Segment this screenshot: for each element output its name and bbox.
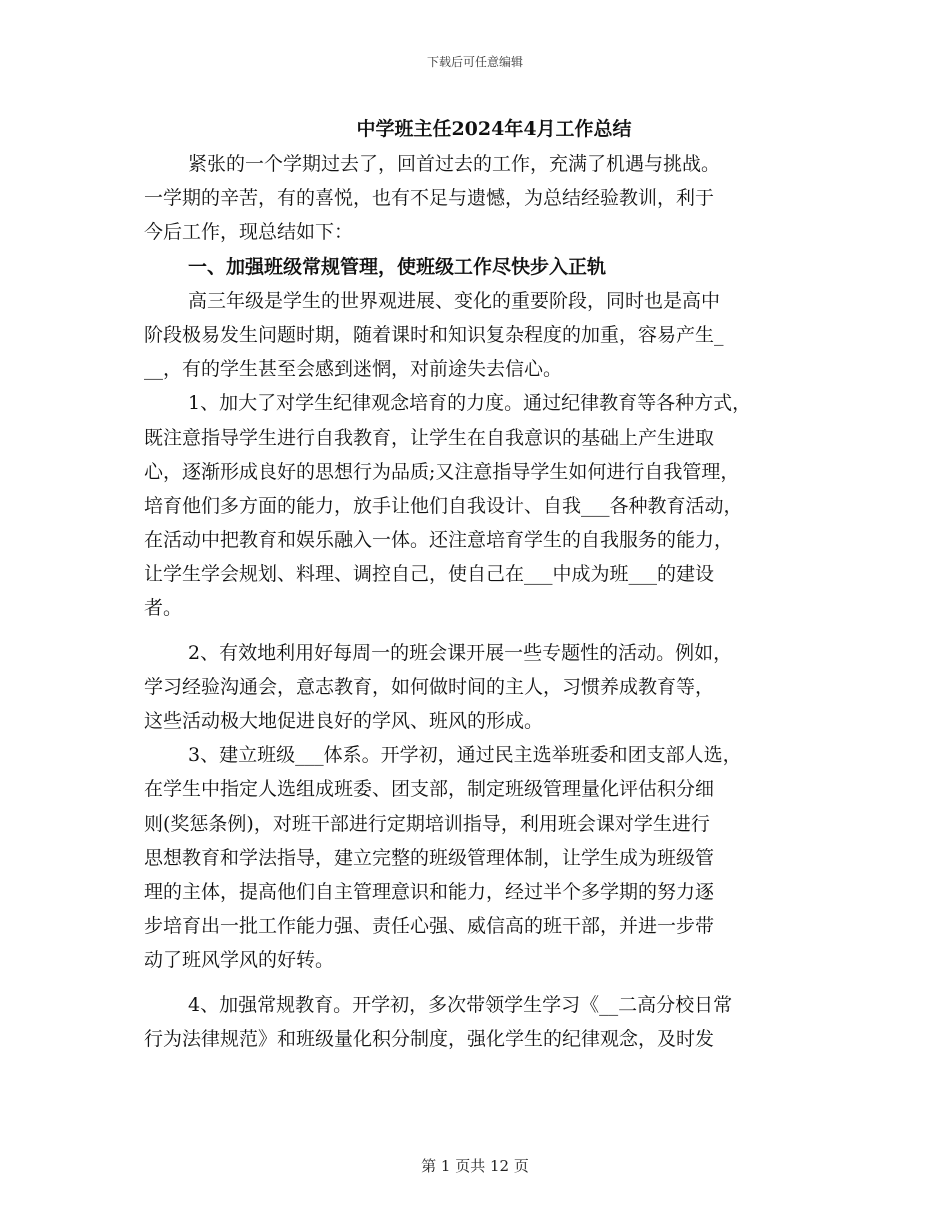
text-line: 心，逐渐形成良好的思想行为品质;又注意指导学生如何进行自我管理，: [144, 460, 740, 483]
header-note: 下载后可任意编辑: [426, 55, 523, 69]
text-line: 培育他们多方面的能力，放手让他们自我设计、自我___各种教育活动，: [144, 494, 743, 517]
document-body: [144, 112, 824, 1056]
text-line: 2、有效地利用好每周一的班会课开展一些专题性的活动。例如，: [188, 641, 733, 664]
text-line: 3、建立班级___体系。开学初，通过民主选举班委和团支部人选，: [188, 744, 742, 767]
paragraph-gap: [144, 978, 824, 988]
text-line: 既注意指导学生进行自我教育，让学生在自我意识的基础上产生进取: [144, 426, 715, 449]
text-line: 则(奖惩条例)，对班干部进行定期培训指导，利用班会课对学生进行: [144, 812, 710, 835]
text-line: 者。: [144, 597, 183, 620]
paragraph: [144, 386, 824, 625]
text-line: 一、加强班级常规管理，使班级工作尽快步入正轨: [188, 255, 607, 278]
text-line: 动了班风学风的好转。: [144, 949, 335, 972]
text-line: 学习经验沟通会，意志教育，如何做时间的主人，习惯养成教育等，: [144, 675, 715, 698]
text-line: 理的主体，提高他们自主管理意识和能力，经过半个多学期的努力逐: [144, 880, 715, 903]
text-line: __，有的学生甚至会感到迷惘，对前途失去信心。: [144, 358, 563, 381]
text-line: 在学生中指定人选组成班委、团支部，制定班级管理量化评估积分细: [144, 778, 715, 801]
document-title: 中学班主任2024年4月工作总结: [356, 118, 632, 140]
text-line: 这些活动极大地促进良好的学风、班风的形成。: [144, 710, 544, 732]
text-line: 1、加大了对学生纪律观念培育的力度。通过纪律教育等各种方式，: [188, 392, 752, 415]
paragraph: [144, 284, 824, 387]
paragraph: [144, 147, 824, 250]
paragraphs: [144, 147, 824, 1056]
text-line: 今后工作，现总结如下：: [144, 221, 354, 244]
text-line: 高三年级是学生的世界观进展、变化的重要阶段，同时也是高中: [188, 289, 721, 312]
text-line: 让学生学会规划、料理、调控自己，使自己在___中成为班___的建设: [144, 563, 715, 586]
text-line: 4、加强常规教育。开学初，多次带领学生学习《__二高分校日常: [188, 993, 733, 1016]
paragraph: [144, 988, 824, 1056]
section-heading: [144, 250, 824, 284]
paragraph: [144, 738, 824, 977]
text-line: 紧张的一个学期过去了，回首过去的工作，充满了机遇与挑战。: [188, 153, 721, 175]
paragraph: [144, 636, 824, 739]
paragraph-gap: [144, 626, 824, 636]
text-line: 阶段极易发生问题时期，随着课时和知识复杂程度的加重，容易产生_: [144, 323, 724, 346]
text-line: 行为法律规范》和班级量化积分制度，强化学生的纪律观念，及时发: [144, 1027, 715, 1050]
text-line: 思想教育和学法指导，建立完整的班级管理体制，让学生成为班级管: [144, 846, 715, 869]
page-footer: 第 1 页共 12 页: [421, 1157, 529, 1175]
text-line: 一学期的辛苦，有的喜悦，也有不足与遗憾，为总结经验教训，利于: [144, 187, 715, 210]
text-line: 步培育出一批工作能力强、责任心强、威信高的班干部，并进一步带: [144, 915, 715, 938]
text-line: 在活动中把教育和娱乐融入一体。还注意培育学生的自我服务的能力，: [144, 529, 734, 552]
